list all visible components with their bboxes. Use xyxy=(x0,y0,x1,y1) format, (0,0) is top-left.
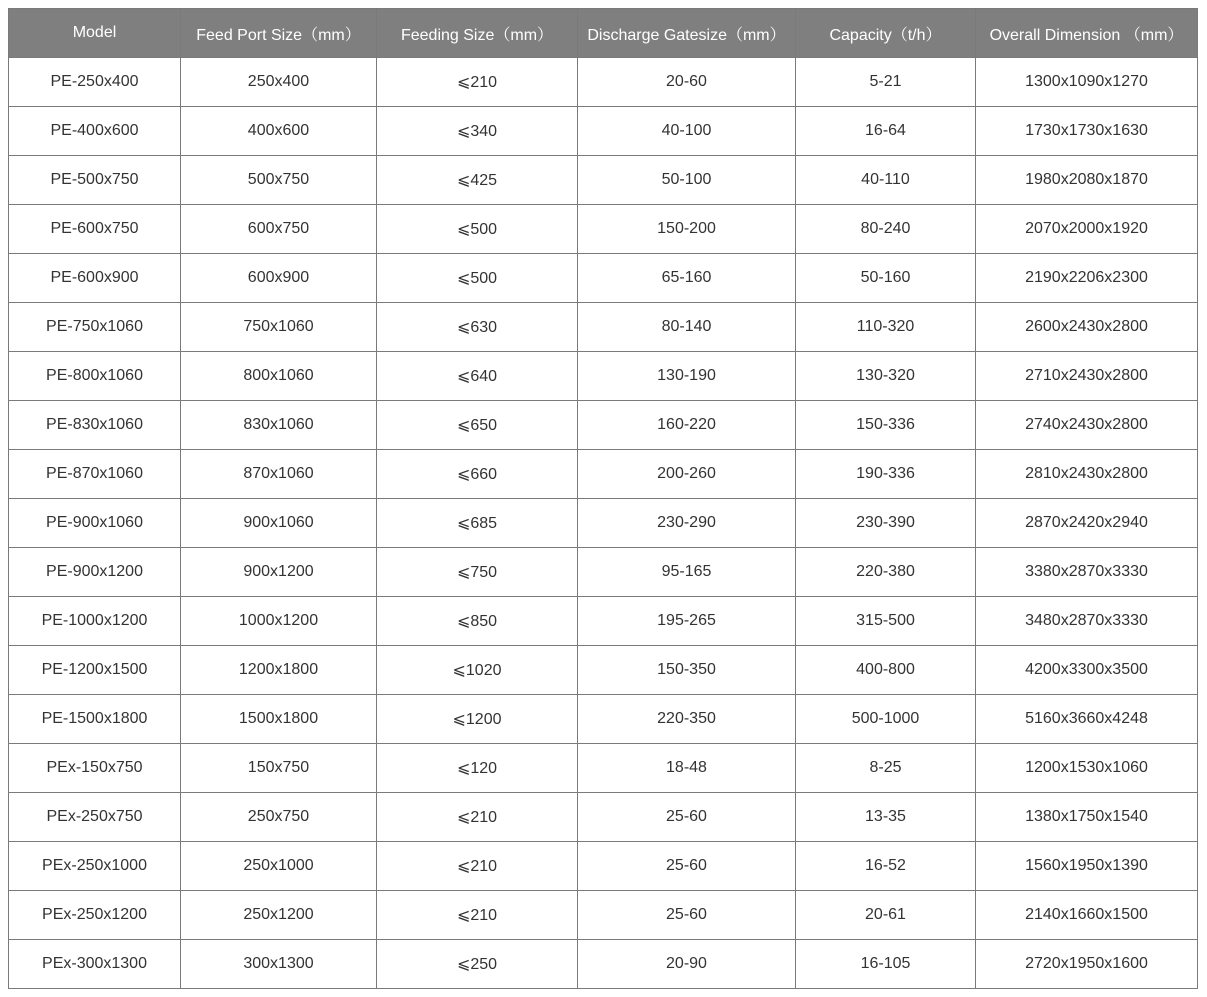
table-row xyxy=(9,156,1198,205)
table-row xyxy=(9,205,1198,254)
table-row xyxy=(9,254,1198,303)
cell-feeding-size: ⩽1200 xyxy=(377,695,578,744)
cell-discharge-gatesize: 150-350 xyxy=(578,646,796,695)
cell-discharge-gatesize: 200-260 xyxy=(578,450,796,499)
cell-discharge-gatesize: 195-265 xyxy=(578,597,796,646)
cell-feed-port-size: 900x1060 xyxy=(181,499,377,548)
cell-capacity: 315-500 xyxy=(796,597,976,646)
cell-feed-port-size: 1200x1800 xyxy=(181,646,377,695)
cell-model: PE-250x400 xyxy=(9,58,181,107)
cell-discharge-gatesize: 160-220 xyxy=(578,401,796,450)
table-row xyxy=(9,58,1198,107)
table-row xyxy=(9,548,1198,597)
cell-overall-dimension: 3480x2870x3330 xyxy=(976,597,1198,646)
table-row xyxy=(9,891,1198,940)
cell-discharge-gatesize: 20-90 xyxy=(578,940,796,989)
cell-feeding-size: ⩽850 xyxy=(377,597,578,646)
cell-capacity: 150-336 xyxy=(796,401,976,450)
cell-overall-dimension: 4200x3300x3500 xyxy=(976,646,1198,695)
cell-capacity: 13-35 xyxy=(796,793,976,842)
cell-feed-port-size: 250x1000 xyxy=(181,842,377,891)
cell-feeding-size: ⩽750 xyxy=(377,548,578,597)
cell-overall-dimension: 1560x1950x1390 xyxy=(976,842,1198,891)
cell-feed-port-size: 1500x1800 xyxy=(181,695,377,744)
cell-feeding-size: ⩽500 xyxy=(377,205,578,254)
cell-feed-port-size: 600x750 xyxy=(181,205,377,254)
cell-overall-dimension: 1980x2080x1870 xyxy=(976,156,1198,205)
cell-overall-dimension: 2600x2430x2800 xyxy=(976,303,1198,352)
cell-feeding-size: ⩽250 xyxy=(377,940,578,989)
cell-feed-port-size: 400x600 xyxy=(181,107,377,156)
cell-feed-port-size: 250x750 xyxy=(181,793,377,842)
specs-table xyxy=(8,8,1198,989)
cell-discharge-gatesize: 25-60 xyxy=(578,891,796,940)
cell-model: PE-800x1060 xyxy=(9,352,181,401)
cell-discharge-gatesize: 25-60 xyxy=(578,842,796,891)
cell-capacity: 5-21 xyxy=(796,58,976,107)
cell-overall-dimension: 1200x1530x1060 xyxy=(976,744,1198,793)
cell-feed-port-size: 1000x1200 xyxy=(181,597,377,646)
cell-feeding-size: ⩽500 xyxy=(377,254,578,303)
cell-feeding-size: ⩽210 xyxy=(377,793,578,842)
cell-feeding-size: ⩽685 xyxy=(377,499,578,548)
cell-feeding-size: ⩽340 xyxy=(377,107,578,156)
table-row xyxy=(9,695,1198,744)
cell-feed-port-size: 250x400 xyxy=(181,58,377,107)
table-row xyxy=(9,842,1198,891)
cell-feed-port-size: 750x1060 xyxy=(181,303,377,352)
cell-model: PE-400x600 xyxy=(9,107,181,156)
cell-feed-port-size: 800x1060 xyxy=(181,352,377,401)
specs-table-container xyxy=(8,8,1197,989)
table-row xyxy=(9,597,1198,646)
cell-discharge-gatesize: 50-100 xyxy=(578,156,796,205)
cell-feed-port-size: 150x750 xyxy=(181,744,377,793)
cell-feeding-size: ⩽120 xyxy=(377,744,578,793)
cell-feed-port-size: 870x1060 xyxy=(181,450,377,499)
cell-feeding-size: ⩽210 xyxy=(377,842,578,891)
header-model: Model xyxy=(9,9,181,58)
table-row xyxy=(9,107,1198,156)
table-row xyxy=(9,352,1198,401)
header-row xyxy=(9,9,1198,58)
table-row xyxy=(9,499,1198,548)
cell-capacity: 230-390 xyxy=(796,499,976,548)
cell-capacity: 190-336 xyxy=(796,450,976,499)
cell-model: PE-900x1060 xyxy=(9,499,181,548)
header-overall-dimension: Overall Dimension （mm） xyxy=(976,9,1198,58)
cell-model: PE-750x1060 xyxy=(9,303,181,352)
cell-overall-dimension: 2070x2000x1920 xyxy=(976,205,1198,254)
cell-feeding-size: ⩽425 xyxy=(377,156,578,205)
cell-capacity: 40-110 xyxy=(796,156,976,205)
cell-capacity: 16-105 xyxy=(796,940,976,989)
cell-model: PE-1000x1200 xyxy=(9,597,181,646)
table-row xyxy=(9,450,1198,499)
cell-discharge-gatesize: 65-160 xyxy=(578,254,796,303)
cell-capacity: 50-160 xyxy=(796,254,976,303)
cell-model: PEx-250x1000 xyxy=(9,842,181,891)
header-discharge-gatesize: Discharge Gatesize（mm） xyxy=(578,9,796,58)
cell-model: PE-600x900 xyxy=(9,254,181,303)
cell-feed-port-size: 600x900 xyxy=(181,254,377,303)
cell-model: PE-870x1060 xyxy=(9,450,181,499)
cell-overall-dimension: 1730x1730x1630 xyxy=(976,107,1198,156)
cell-model: PE-900x1200 xyxy=(9,548,181,597)
cell-feeding-size: ⩽1020 xyxy=(377,646,578,695)
cell-model: PE-1200x1500 xyxy=(9,646,181,695)
cell-model: PEx-250x750 xyxy=(9,793,181,842)
cell-overall-dimension: 2190x2206x2300 xyxy=(976,254,1198,303)
cell-discharge-gatesize: 25-60 xyxy=(578,793,796,842)
cell-model: PE-1500x1800 xyxy=(9,695,181,744)
cell-feed-port-size: 300x1300 xyxy=(181,940,377,989)
cell-model: PEx-250x1200 xyxy=(9,891,181,940)
cell-overall-dimension: 1300x1090x1270 xyxy=(976,58,1198,107)
cell-feed-port-size: 500x750 xyxy=(181,156,377,205)
table-row xyxy=(9,646,1198,695)
cell-capacity: 500-1000 xyxy=(796,695,976,744)
cell-overall-dimension: 1380x1750x1540 xyxy=(976,793,1198,842)
cell-feed-port-size: 830x1060 xyxy=(181,401,377,450)
cell-discharge-gatesize: 95-165 xyxy=(578,548,796,597)
cell-overall-dimension: 2870x2420x2940 xyxy=(976,499,1198,548)
table-body xyxy=(9,58,1198,989)
header-feed-port-size: Feed Port Size（mm） xyxy=(181,9,377,58)
cell-overall-dimension: 2740x2430x2800 xyxy=(976,401,1198,450)
cell-capacity: 8-25 xyxy=(796,744,976,793)
header-feeding-size: Feeding Size（mm） xyxy=(377,9,578,58)
cell-discharge-gatesize: 230-290 xyxy=(578,499,796,548)
cell-model: PE-500x750 xyxy=(9,156,181,205)
table-header xyxy=(9,9,1198,58)
cell-feeding-size: ⩽210 xyxy=(377,58,578,107)
table-row xyxy=(9,303,1198,352)
cell-capacity: 220-380 xyxy=(796,548,976,597)
cell-feed-port-size: 900x1200 xyxy=(181,548,377,597)
cell-capacity: 110-320 xyxy=(796,303,976,352)
cell-feeding-size: ⩽640 xyxy=(377,352,578,401)
cell-overall-dimension: 2140x1660x1500 xyxy=(976,891,1198,940)
cell-discharge-gatesize: 80-140 xyxy=(578,303,796,352)
cell-feeding-size: ⩽650 xyxy=(377,401,578,450)
cell-capacity: 16-64 xyxy=(796,107,976,156)
cell-capacity: 400-800 xyxy=(796,646,976,695)
table-row xyxy=(9,401,1198,450)
cell-capacity: 80-240 xyxy=(796,205,976,254)
cell-discharge-gatesize: 20-60 xyxy=(578,58,796,107)
cell-overall-dimension: 2720x1950x1600 xyxy=(976,940,1198,989)
cell-model: PE-830x1060 xyxy=(9,401,181,450)
cell-model: PEx-300x1300 xyxy=(9,940,181,989)
table-row xyxy=(9,744,1198,793)
cell-feeding-size: ⩽660 xyxy=(377,450,578,499)
cell-model: PE-600x750 xyxy=(9,205,181,254)
table-row xyxy=(9,940,1198,989)
table-row xyxy=(9,793,1198,842)
cell-overall-dimension: 5160x3660x4248 xyxy=(976,695,1198,744)
cell-capacity: 20-61 xyxy=(796,891,976,940)
cell-overall-dimension: 2810x2430x2800 xyxy=(976,450,1198,499)
header-capacity: Capacity（t/h） xyxy=(796,9,976,58)
cell-feeding-size: ⩽630 xyxy=(377,303,578,352)
cell-capacity: 130-320 xyxy=(796,352,976,401)
cell-model: PEx-150x750 xyxy=(9,744,181,793)
cell-discharge-gatesize: 18-48 xyxy=(578,744,796,793)
cell-feed-port-size: 250x1200 xyxy=(181,891,377,940)
cell-capacity: 16-52 xyxy=(796,842,976,891)
cell-discharge-gatesize: 130-190 xyxy=(578,352,796,401)
cell-overall-dimension: 2710x2430x2800 xyxy=(976,352,1198,401)
cell-discharge-gatesize: 40-100 xyxy=(578,107,796,156)
cell-discharge-gatesize: 150-200 xyxy=(578,205,796,254)
cell-overall-dimension: 3380x2870x3330 xyxy=(976,548,1198,597)
cell-discharge-gatesize: 220-350 xyxy=(578,695,796,744)
cell-feeding-size: ⩽210 xyxy=(377,891,578,940)
